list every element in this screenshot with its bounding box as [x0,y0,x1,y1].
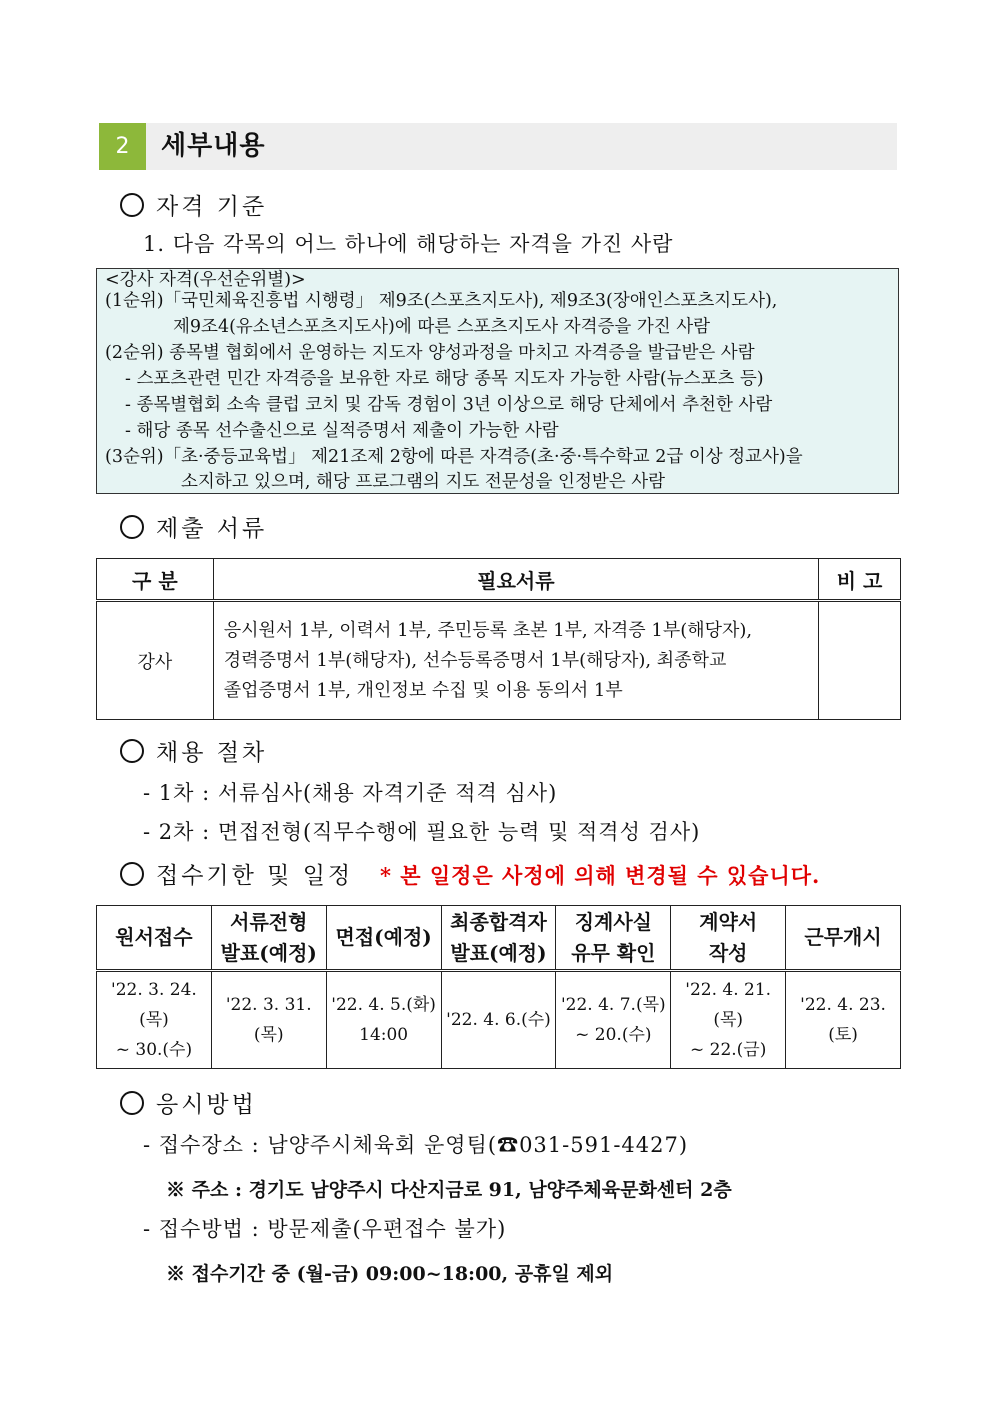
value-application: '22. 3. 24.(목) ~ 30.(수) [97,971,212,1069]
value-discipline-check: '22. 4. 7.(목) ~ 20.(수) [556,971,671,1069]
schedule-heading: 접수기한 및 일정 [120,857,353,890]
box-line: - 해당 종목 선수출신으로 실적증명서 제출이 가능한 사람 [125,421,559,441]
box-line: (2순위) 종목별 협회에서 운영하는 지도자 양성과정을 마치고 자격증을 발급받은 사람 [105,343,755,363]
section-number: 2 [99,123,146,170]
circle-bullet-icon [120,515,144,539]
box-line: - 종목별협회 소속 클럽 코치 및 감독 경험이 3년 이상으로 해당 단체에서 추천한 사람 [125,395,773,415]
value-final-result: '22. 4. 6.(수) [441,971,556,1069]
row-documents [213,601,818,720]
procedure-step-2: - 2차 : 면접전형(직무수행에 필요한 능력 및 적격성 검사) [143,820,701,844]
box-line: (1순위)「국민체육진흥법 시행령」 제9조(스포츠지도사), 제9조3(장애인스포츠지도사), [105,291,778,311]
doc-line: 경력증명서 1부(해당자), 선수등록증명서 1부(해당자), 최종학교 [223,649,727,671]
circle-bullet-icon [120,739,144,763]
box-line: - 스포츠관련 민간 자격증을 보유한 자로 해당 종목 지도자 가능한 사람(뉴스포츠 등) [125,369,764,389]
header-contract: 계약서 작성 [671,906,786,971]
header-final-result: 최종합격자 발표(예정) [441,906,556,971]
circle-bullet-icon [120,1091,144,1115]
row-note [819,601,901,720]
circle-bullet-icon [120,862,144,886]
schedule-change-note: * 본 일정은 사정에 의해 변경될 수 있습니다. [380,863,821,888]
header-start-work: 근무개시 [786,906,901,971]
section-title: 세부내용 [161,131,266,161]
application-heading: 응시방법 [120,1086,257,1119]
documents-table [96,558,901,720]
value-interview: '22. 4. 5.(화) 14:00 [326,971,441,1069]
value-contract: '22. 4. 21.(목) ~ 22.(금) [671,971,786,1069]
header-category: 구 분 [97,559,214,601]
doc-line: 졸업증명서 1부, 개인정보 수집 및 이용 동의서 1부 [223,679,623,701]
application-method: - 접수방법 : 방문제출(우편접수 불가) [143,1217,507,1241]
documents-heading: 제출 서류 [120,510,267,543]
header-interview: 면접(예정) [326,906,441,971]
procedure-heading: 채용 절차 [120,734,267,767]
header-document-result: 서류전형 발표(예정) [211,906,326,971]
application-period: ※ 접수기간 중 (월-금) 09:00~18:00, 공휴일 제외 [166,1263,614,1285]
box-line: 소지하고 있으며, 해당 프로그램의 지도 전문성을 인정받은 사람 [181,472,666,492]
section-header [99,123,897,170]
value-document-result: '22. 3. 31.(목) [211,971,326,1069]
application-place: - 접수장소 : 남양주시체육회 운영팀(☎031-591-4427) [143,1133,689,1157]
circle-bullet-icon [120,193,144,217]
header-documents: 필요서류 [213,559,818,601]
qualification-intro: 1. 다음 각목의 어느 하나에 해당하는 자격을 가진 사람 [143,232,674,256]
application-address: ※ 주소 : 경기도 남양주시 다산지금로 91, 남양주체육문화센터 2층 [166,1179,732,1201]
schedule-table [96,905,901,1069]
header-note: 비 고 [819,559,901,601]
header-application: 원서접수 [97,906,212,971]
box-line: (3순위)「초·중등교육법」 제21조제 2항에 따른 자격증(초·중·특수학교 2급 이상 정교사)을 [105,447,803,467]
row-category: 강사 [97,601,214,720]
box-line: <강사 자격(우선순위별)> [105,270,306,290]
value-start-work: '22. 4. 23.(토) [786,971,901,1069]
box-line: 제9조4(유소년스포츠지도사)에 따른 스포츠지도사 자격증을 가진 사람 [173,317,711,337]
header-discipline-check: 징계사실 유무 확인 [556,906,671,971]
procedure-step-1: - 1차 : 서류심사(채용 자격기준 적격 심사) [143,781,558,805]
qualification-box [96,268,899,494]
doc-line: 응시원서 1부, 이력서 1부, 주민등록 초본 1부, 자격증 1부(해당자), [223,619,753,641]
qualification-heading: 자격 기준 [120,188,267,221]
